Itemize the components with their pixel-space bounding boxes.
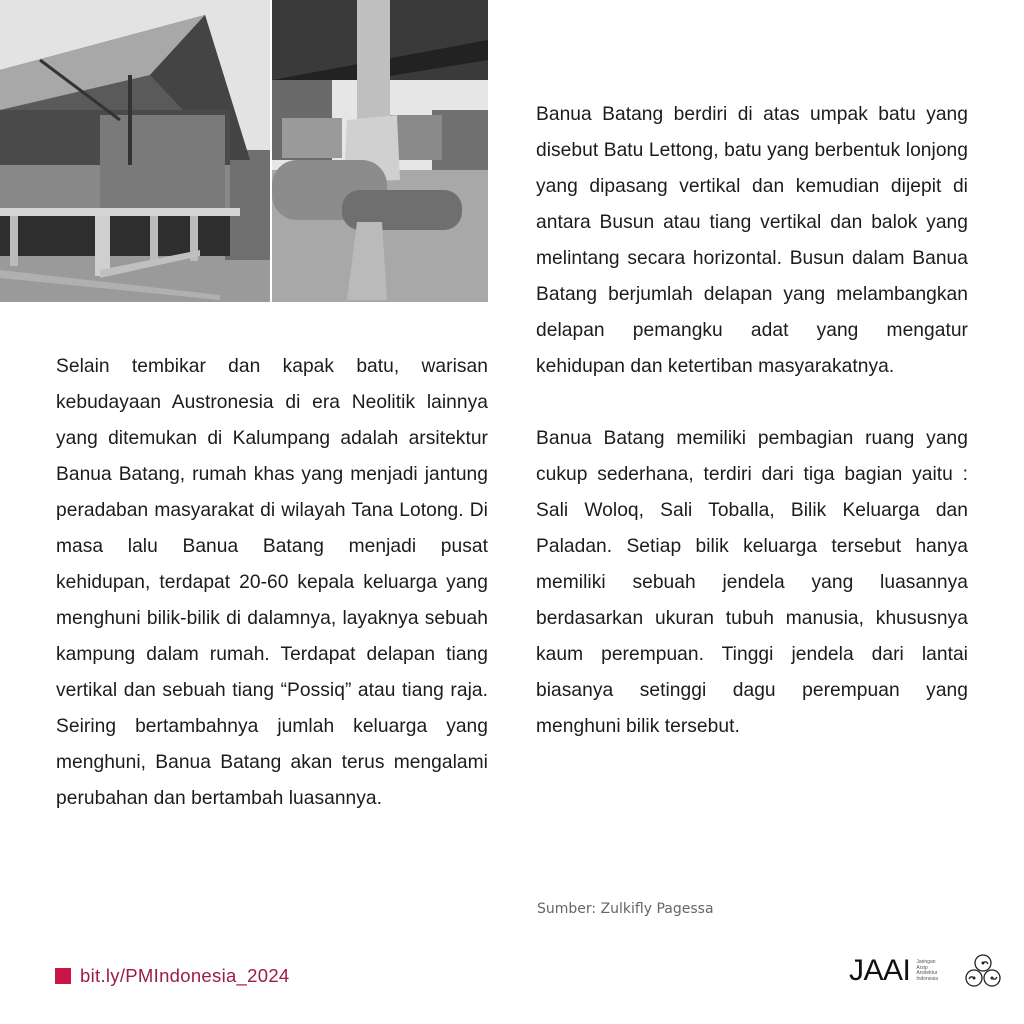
logo-tagline-line: Arsitektur [916,970,938,976]
logo-tagline-line: Jaringan [916,959,936,965]
batu-lettong-pillar-photo [272,0,488,302]
logo-tagline [916,960,938,982]
triskelion-icon [964,953,1002,989]
footer-link[interactable] [55,965,290,987]
right-text-column [536,97,968,745]
banua-batang-house-photo [0,0,270,302]
logo-tagline-line: Arsip [916,964,928,971]
left-text-column [56,349,488,817]
jaai-logo [849,953,1002,989]
source-credit: Sumber: Zulkifly Pagessa [537,901,714,917]
footer-link-text[interactable]: bit.ly/PMIndonesia_2024 [80,965,290,986]
square-bullet-icon [55,968,71,984]
left-paragraph: Selain tembikar dan kapak batu, warisan kebudayaan Austronesia di era Neolitik lainnya yang ditemukan di Kalumpang adalah arsitektur Banua Batang, rumah khas yang menjadi jantung peradaban masyarakat di wilayah Tana Lotong. Di masa lalu Banua Batang menjadi pusat kehidupan, terdapat 20-60 kepala keluarga yang menghuni bilik-bilik di dalamnya, layaknya sebuah kampung dalam rumah. Terdapat delapan tiang vertikal dan sebuah tiang “Possiq” atau tiang raja. Seiring bertambahnya jumlah keluarga yang menghuni, Banua Batang akan terus mengalami perubahan dan bertambah luasannya. [56,356,488,809]
logo-tagline-line: Indonesia [916,975,939,982]
right-paragraph-2: Banua Batang memiliki pembagian ruang yang cukup sederhana, terdiri dari tiga bagian yaitu : Sali Woloq, Sali Toballa, Bilik Keluarga dan Paladan. Setiap bilik keluarga tersebut hanya memiliki sebuah jendela yang luasannya berdasarkan ukuran tubuh manusia, khususnya kaum perempuan. Tinggi jendela dari lantai biasanya setinggi dagu perempuan yang menghuni bilik tersebut. [536,428,968,737]
logo-mark: JAAI [849,954,911,987]
right-paragraph-1: Banua Batang berdiri di atas umpak batu yang disebut Batu Lettong, batu yang berbentuk lonjong yang dipasang vertikal dan kemudian dijepit di antara Busun atau tiang vertikal dan balok yang melintang secara horizontal. Busun dalam Banua Batang berjumlah delapan yang melambangkan delapan pemangku adat yang mengatur kehidupan dan ketertiban masyarakatnya. [536,104,968,377]
